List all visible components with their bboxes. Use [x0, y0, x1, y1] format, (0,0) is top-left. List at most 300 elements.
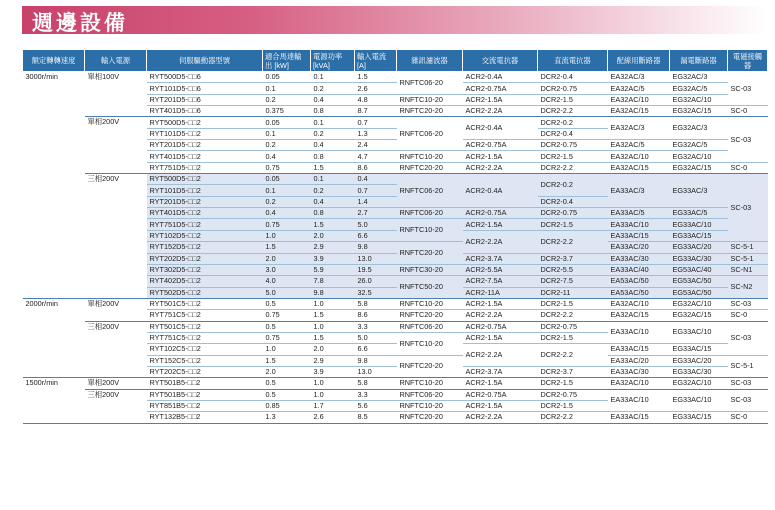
power-source-cell: 單相200V — [85, 378, 147, 389]
current-cell: 1.4 — [355, 196, 397, 207]
elcb-cell: EG33AC/20 — [670, 242, 728, 253]
mccb-cell: EA32AC/10 — [608, 94, 670, 105]
contactor-cell: SC-03 — [728, 378, 768, 389]
peripheral-equipment-table — [22, 49, 768, 424]
speed-cell: 2000r/min — [23, 298, 85, 377]
dcr-cell: DCR2-5.5 — [538, 264, 608, 275]
contactor-cell: SC-5-1 — [728, 355, 768, 378]
mccb-cell: EA32AC/10 — [608, 151, 670, 162]
power-source-cell: 三相200V — [85, 174, 147, 299]
mccb-cell: EA53AC/50 — [608, 287, 670, 298]
kva-cell: 0.4 — [311, 140, 355, 151]
kw-cell: 0.05 — [263, 174, 311, 185]
kva-cell: 0.1 — [311, 117, 355, 128]
dcr-cell: DCR2-0.75 — [538, 208, 608, 219]
col-header-elcb: 漏電斷路器 — [670, 50, 728, 72]
acr-cell: ACR2-0.75A — [463, 83, 538, 94]
kw-cell: 0.5 — [263, 321, 311, 332]
current-cell: 5.6 — [355, 400, 397, 411]
filter-cell: RNFTC06-20 — [397, 117, 463, 151]
model-cell: RYT152D5-□□2 — [147, 242, 263, 253]
model-cell: RYT202D5-□□2 — [147, 253, 263, 264]
mccb-cell: EA32AC/5 — [608, 83, 670, 94]
speed-cell: 3000r/min — [23, 72, 85, 299]
kva-cell: 3.9 — [311, 253, 355, 264]
model-cell: RYT401D5-□□6 — [147, 106, 263, 117]
current-cell: 5.8 — [355, 378, 397, 389]
current-cell: 13.0 — [355, 366, 397, 377]
elcb-cell: EG32AC/15 — [670, 106, 728, 117]
current-cell: 19.5 — [355, 264, 397, 275]
kw-cell: 0.1 — [263, 185, 311, 196]
kw-cell: 0.05 — [263, 117, 311, 128]
mccb-cell: EA32AC/15 — [608, 162, 670, 173]
kw-cell: 1.3 — [263, 412, 311, 423]
contactor-cell: SC-5-1 — [728, 253, 768, 264]
filter-cell: RNFTC20-20 — [397, 310, 463, 321]
elcb-cell: EG32AC/10 — [670, 298, 728, 309]
mccb-cell: EA33AC/15 — [608, 344, 670, 355]
filter-cell: RNFTC06-20 — [397, 174, 463, 208]
mccb-cell: EA33AC/10 — [608, 219, 670, 230]
model-cell: RYT202C5-□□2 — [147, 366, 263, 377]
mccb-cell: EA32AC/10 — [608, 298, 670, 309]
current-cell: 8.7 — [355, 106, 397, 117]
kw-cell: 0.75 — [263, 162, 311, 173]
power-source-cell: 單相200V — [85, 298, 147, 321]
mccb-cell: EA33AC/3 — [608, 174, 670, 208]
kw-cell: 0.5 — [263, 378, 311, 389]
model-cell: RYT501B5-□□2 — [147, 378, 263, 389]
dcr-cell: DCR2-0.4 — [538, 128, 608, 139]
model-cell: RYT101D5-□□6 — [147, 83, 263, 94]
power-source-cell: 單相100V — [85, 72, 147, 117]
current-cell: 9.8 — [355, 242, 397, 253]
table-row — [23, 378, 768, 389]
model-cell: RYT401D5-□□2 — [147, 208, 263, 219]
mccb-cell: EA33AC/10 — [608, 389, 670, 412]
dcr-cell: DCR2-2.2 — [538, 106, 608, 117]
kw-cell: 0.05 — [263, 72, 311, 83]
dcr-cell: DCR2-0.2 — [538, 117, 608, 128]
contactor-cell: SC-03 — [728, 174, 768, 242]
dcr-cell: DCR2-0.75 — [538, 140, 608, 151]
model-cell: RYT751C5-□□2 — [147, 310, 263, 321]
acr-cell: ACR2-3.7A — [463, 366, 538, 377]
acr-cell: ACR2-0.75A — [463, 389, 538, 400]
model-cell: RYT201D5-□□2 — [147, 196, 263, 207]
model-cell: RYT751D5-□□2 — [147, 219, 263, 230]
page-title: 週邊設備 — [32, 11, 128, 35]
acr-cell: ACR2-11A — [463, 287, 538, 298]
mccb-cell: EA33AC/30 — [608, 366, 670, 377]
model-cell: RYT401D5-□□2 — [147, 151, 263, 162]
model-cell: RYT102D5-□□2 — [147, 230, 263, 241]
dcr-cell: DCR2-2.2 — [538, 162, 608, 173]
model-cell: RYT501C5-□□2 — [147, 321, 263, 332]
current-cell: 3.3 — [355, 321, 397, 332]
table-row — [23, 174, 768, 185]
filter-cell: RNFTC06-20 — [397, 321, 463, 332]
kva-cell: 0.4 — [311, 196, 355, 207]
filter-cell: RNFTC10-20 — [397, 151, 463, 162]
kw-cell: 0.2 — [263, 196, 311, 207]
contactor-cell: SC-N1 — [728, 264, 768, 275]
model-cell: RYT500D5-□□2 — [147, 174, 263, 185]
acr-cell: ACR2-5.5A — [463, 264, 538, 275]
acr-cell: ACR2-2.2A — [463, 344, 538, 367]
elcb-cell: EG33AC/3 — [670, 174, 728, 208]
current-cell: 8.6 — [355, 310, 397, 321]
elcb-cell: EG33AC/10 — [670, 389, 728, 412]
table-row — [23, 72, 768, 83]
filter-cell: RNFTC50-20 — [397, 276, 463, 299]
mccb-cell: EA33AC/15 — [608, 230, 670, 241]
kva-cell: 0.1 — [311, 72, 355, 83]
kva-cell: 0.4 — [311, 94, 355, 105]
kw-cell: 1.5 — [263, 242, 311, 253]
elcb-cell: EG53AC/50 — [670, 287, 728, 298]
dcr-cell: DCR2-0.75 — [538, 321, 608, 332]
dcr-cell: DCR2-1.5 — [538, 332, 608, 343]
current-cell: 26.0 — [355, 276, 397, 287]
contactor-cell: SC-03 — [728, 117, 768, 162]
kva-cell: 0.2 — [311, 185, 355, 196]
contactor-cell: SC-03 — [728, 298, 768, 309]
kva-cell: 0.2 — [311, 83, 355, 94]
elcb-cell: EG32AC/10 — [670, 151, 728, 162]
current-cell: 4.7 — [355, 151, 397, 162]
dcr-cell: DCR2-1.5 — [538, 400, 608, 411]
acr-cell: ACR2-0.75A — [463, 208, 538, 219]
kva-cell: 9.8 — [311, 287, 355, 298]
acr-cell: ACR2-2.2A — [463, 106, 538, 117]
acr-cell: ACR2-0.4A — [463, 72, 538, 83]
acr-cell: ACR2-1.5A — [463, 332, 538, 343]
acr-cell: ACR2-0.4A — [463, 174, 538, 208]
model-cell: RYT201D5-□□6 — [147, 94, 263, 105]
speed-cell: 1500r/min — [23, 378, 85, 423]
kva-cell: 1.0 — [311, 298, 355, 309]
acr-cell: ACR2-2.2A — [463, 310, 538, 321]
current-cell: 6.6 — [355, 344, 397, 355]
col-header-ac-reactor: 交流電抗器 — [463, 50, 538, 72]
model-cell: RYT102C5-□□2 — [147, 344, 263, 355]
dcr-cell: DCR2-1.5 — [538, 378, 608, 389]
filter-cell: RNFTC10-20 — [397, 400, 463, 411]
mccb-cell: EA33AC/30 — [608, 253, 670, 264]
elcb-cell: EG33AC/30 — [670, 366, 728, 377]
table-header-row — [23, 50, 768, 72]
elcb-cell: EG33AC/10 — [670, 321, 728, 344]
elcb-cell: EG32AC/10 — [670, 378, 728, 389]
filter-cell: RNFTC10-20 — [397, 219, 463, 242]
dcr-cell: DCR2-0.2 — [538, 174, 608, 197]
kw-cell: 4.0 — [263, 276, 311, 287]
dcr-cell: DCR2-11 — [538, 287, 608, 298]
filter-cell: RNFTC20-20 — [397, 355, 463, 378]
model-cell: RYT302D5-□□2 — [147, 264, 263, 275]
current-cell: 3.3 — [355, 389, 397, 400]
mccb-cell: EA32AC/15 — [608, 106, 670, 117]
col-header-mccb: 配線用斷路器 — [608, 50, 670, 72]
model-cell: RYT500D5-□□2 — [147, 117, 263, 128]
current-cell: 2.4 — [355, 140, 397, 151]
contactor-cell: SC-5-1 — [728, 242, 768, 253]
mccb-cell: EA32AC/10 — [608, 378, 670, 389]
acr-cell: ACR2-2.2A — [463, 230, 538, 253]
acr-cell: ACR2-2.2A — [463, 412, 538, 423]
col-header-power-source: 輸入電源 — [85, 50, 147, 72]
dcr-cell: DCR2-0.75 — [538, 83, 608, 94]
elcb-cell: EG53AC/40 — [670, 264, 728, 275]
kva-cell: 1.5 — [311, 162, 355, 173]
acr-cell: ACR2-3.7A — [463, 253, 538, 264]
dcr-cell: DCR2-1.5 — [538, 298, 608, 309]
mccb-cell: EA32AC/5 — [608, 140, 670, 151]
kva-cell: 1.0 — [311, 378, 355, 389]
filter-cell: RNFTC06-20 — [397, 389, 463, 400]
elcb-cell: EG32AC/10 — [670, 94, 728, 105]
acr-cell: ACR2-0.75A — [463, 321, 538, 332]
dcr-cell: DCR2-1.5 — [538, 151, 608, 162]
model-cell: RYT132B5-□□2 — [147, 412, 263, 423]
mccb-cell: EA33AC/5 — [608, 208, 670, 219]
col-header-input-current: 輸入電流 [A] — [355, 50, 397, 72]
acr-cell: ACR2-1.5A — [463, 378, 538, 389]
kva-cell: 0.8 — [311, 208, 355, 219]
table-row — [23, 298, 768, 309]
filter-cell: RNFTC10-20 — [397, 298, 463, 309]
acr-cell: ACR2-0.4A — [463, 117, 538, 140]
kva-cell: 7.8 — [311, 276, 355, 287]
dcr-cell: DCR2-2.2 — [538, 230, 608, 253]
model-cell: RYT201D5-□□2 — [147, 140, 263, 151]
kw-cell: 2.0 — [263, 253, 311, 264]
filter-cell: RNFTC06-20 — [397, 72, 463, 95]
power-source-cell: 單相200V — [85, 117, 147, 174]
dcr-cell: DCR2-0.4 — [538, 196, 608, 207]
mccb-cell: EA32AC/15 — [608, 310, 670, 321]
dcr-cell: DCR2-2.2 — [538, 344, 608, 367]
acr-cell: ACR2-0.75A — [463, 140, 538, 151]
kw-cell: 0.1 — [263, 83, 311, 94]
current-cell: 2.6 — [355, 83, 397, 94]
elcb-cell: EG33AC/15 — [670, 230, 728, 241]
col-header-noise-filter: 雜訊濾波器 — [397, 50, 463, 72]
acr-cell: ACR2-1.5A — [463, 298, 538, 309]
current-cell: 0.7 — [355, 117, 397, 128]
elcb-cell: EG32AC/15 — [670, 310, 728, 321]
model-cell: RYT751C5-□□2 — [147, 332, 263, 343]
kw-cell: 1.0 — [263, 230, 311, 241]
acr-cell: ACR2-1.5A — [463, 94, 538, 105]
elcb-cell: EG53AC/50 — [670, 276, 728, 287]
kva-cell: 1.7 — [311, 400, 355, 411]
model-cell: RYT501B5-□□2 — [147, 389, 263, 400]
kva-cell: 1.0 — [311, 389, 355, 400]
model-cell: RYT101D5-□□2 — [147, 185, 263, 196]
title-banner — [22, 6, 767, 34]
acr-cell: ACR2-1.5A — [463, 151, 538, 162]
filter-cell: RNFTC10-20 — [397, 94, 463, 105]
filter-cell: RNFTC10-20 — [397, 332, 463, 355]
filter-cell: RNFTC20-20 — [397, 106, 463, 117]
filter-cell: RNFTC06-20 — [397, 208, 463, 219]
kw-cell: 1.0 — [263, 344, 311, 355]
kw-cell: 5.0 — [263, 287, 311, 298]
current-cell: 8.6 — [355, 162, 397, 173]
filter-cell: RNFTC10-20 — [397, 378, 463, 389]
kva-cell: 1.5 — [311, 332, 355, 343]
dcr-cell: DCR2-2.2 — [538, 310, 608, 321]
acr-cell: ACR2-7.5A — [463, 276, 538, 287]
elcb-cell: EG33AC/20 — [670, 355, 728, 366]
table-row — [23, 321, 768, 332]
current-cell: 6.6 — [355, 230, 397, 241]
dcr-cell: DCR2-1.5 — [538, 94, 608, 105]
kw-cell: 1.5 — [263, 355, 311, 366]
dcr-cell: DCR2-7.5 — [538, 276, 608, 287]
kw-cell: 0.75 — [263, 219, 311, 230]
col-header-speed: 額定轉轉速度 — [23, 50, 85, 72]
kva-cell: 2.0 — [311, 344, 355, 355]
kva-cell: 2.0 — [311, 230, 355, 241]
contactor-cell: SC-0 — [728, 162, 768, 173]
model-cell: RYT501C5-□□2 — [147, 298, 263, 309]
kva-cell: 1.5 — [311, 219, 355, 230]
col-header-dc-reactor: 直流電抗器 — [538, 50, 608, 72]
current-cell: 1.3 — [355, 128, 397, 139]
current-cell: 8.5 — [355, 412, 397, 423]
dcr-cell: DCR2-3.7 — [538, 253, 608, 264]
acr-cell: ACR2-1.5A — [463, 400, 538, 411]
dcr-cell: DCR2-0.75 — [538, 389, 608, 400]
current-cell: 9.8 — [355, 355, 397, 366]
contactor-cell: SC-0 — [728, 412, 768, 423]
kw-cell: 0.85 — [263, 400, 311, 411]
elcb-cell: EG33AC/5 — [670, 208, 728, 219]
model-cell: RYT502D5-□□2 — [147, 287, 263, 298]
contactor-cell: SC-N2 — [728, 276, 768, 299]
filter-cell: RNFTC30-20 — [397, 264, 463, 275]
current-cell: 1.5 — [355, 72, 397, 83]
kva-cell: 1.5 — [311, 310, 355, 321]
current-cell: 13.0 — [355, 253, 397, 264]
table-row — [23, 389, 768, 400]
elcb-cell: EG33AC/30 — [670, 253, 728, 264]
current-cell: 5.0 — [355, 219, 397, 230]
current-cell: 5.8 — [355, 298, 397, 309]
contactor-cell: SC-03 — [728, 389, 768, 412]
mccb-cell: EA33AC/40 — [608, 264, 670, 275]
power-source-cell: 三相200V — [85, 321, 147, 378]
kva-cell: 2.6 — [311, 412, 355, 423]
filter-cell: RNFTC20-20 — [397, 242, 463, 265]
kw-cell: 3.0 — [263, 264, 311, 275]
mccb-cell: EA32AC/3 — [608, 117, 670, 140]
kw-cell: 0.75 — [263, 332, 311, 343]
kva-cell: 2.9 — [311, 242, 355, 253]
elcb-cell: EG33AC/15 — [670, 412, 728, 423]
kva-cell: 0.8 — [311, 151, 355, 162]
col-header-contactor: 電磁接觸器 — [728, 50, 768, 72]
dcr-cell: DCR2-1.5 — [538, 219, 608, 230]
contactor-cell: SC-0 — [728, 310, 768, 321]
elcb-cell: EG33AC/10 — [670, 219, 728, 230]
current-cell: 5.0 — [355, 332, 397, 343]
current-cell: 2.7 — [355, 208, 397, 219]
col-header-motor-output: 適合馬達輸出 [kW] — [263, 50, 311, 72]
filter-cell: RNFTC20-20 — [397, 412, 463, 423]
col-header-drive-model: 伺服驅動器型號 — [147, 50, 263, 72]
contactor-cell: SC-03 — [728, 72, 768, 106]
kw-cell: 0.2 — [263, 94, 311, 105]
model-cell: RYT851B5-□□2 — [147, 400, 263, 411]
kw-cell: 0.5 — [263, 298, 311, 309]
contactor-cell: SC-0 — [728, 106, 768, 117]
dcr-cell: DCR2-3.7 — [538, 366, 608, 377]
current-cell: 0.4 — [355, 174, 397, 185]
mccb-cell: EA33AC/20 — [608, 242, 670, 253]
elcb-cell: EG32AC/3 — [670, 72, 728, 83]
kw-cell: 0.375 — [263, 106, 311, 117]
mccb-cell: EA33AC/15 — [608, 412, 670, 423]
kva-cell: 3.9 — [311, 366, 355, 377]
model-cell: RYT500D5-□□6 — [147, 72, 263, 83]
mccb-cell: EA33AC/20 — [608, 355, 670, 366]
filter-cell: RNFTC20-20 — [397, 162, 463, 173]
model-cell: RYT751D5-□□2 — [147, 162, 263, 173]
acr-cell: ACR2-2.2A — [463, 162, 538, 173]
kw-cell: 0.5 — [263, 389, 311, 400]
mccb-cell: EA32AC/3 — [608, 72, 670, 83]
current-cell: 32.5 — [355, 287, 397, 298]
power-source-cell: 三相200V — [85, 389, 147, 423]
kva-cell: 0.2 — [311, 128, 355, 139]
kw-cell: 0.1 — [263, 128, 311, 139]
table-row — [23, 117, 768, 128]
acr-cell: ACR2-1.5A — [463, 219, 538, 230]
kw-cell: 0.4 — [263, 208, 311, 219]
kw-cell: 0.2 — [263, 140, 311, 151]
mccb-cell: EA33AC/10 — [608, 321, 670, 344]
elcb-cell: EG33AC/15 — [670, 344, 728, 355]
dcr-cell: DCR2-2.2 — [538, 412, 608, 423]
kva-cell: 5.9 — [311, 264, 355, 275]
elcb-cell: EG32AC/3 — [670, 117, 728, 140]
mccb-cell: EA53AC/50 — [608, 276, 670, 287]
kva-cell: 1.0 — [311, 321, 355, 332]
elcb-cell: EG32AC/5 — [670, 140, 728, 151]
dcr-cell: DCR2-0.4 — [538, 72, 608, 83]
kw-cell: 0.4 — [263, 151, 311, 162]
model-cell: RYT402D5-□□2 — [147, 276, 263, 287]
kw-cell: 0.75 — [263, 310, 311, 321]
current-cell: 0.7 — [355, 185, 397, 196]
elcb-cell: EG32AC/5 — [670, 83, 728, 94]
elcb-cell: EG32AC/15 — [670, 162, 728, 173]
kw-cell: 2.0 — [263, 366, 311, 377]
kva-cell: 0.8 — [311, 106, 355, 117]
kva-cell: 2.9 — [311, 355, 355, 366]
model-cell: RYT101D5-□□2 — [147, 128, 263, 139]
contactor-cell: SC-03 — [728, 321, 768, 355]
model-cell: RYT152C5-□□2 — [147, 355, 263, 366]
current-cell: 4.8 — [355, 94, 397, 105]
col-header-power-capacity: 電源功率 [kVA] — [311, 50, 355, 72]
kva-cell: 0.1 — [311, 174, 355, 185]
